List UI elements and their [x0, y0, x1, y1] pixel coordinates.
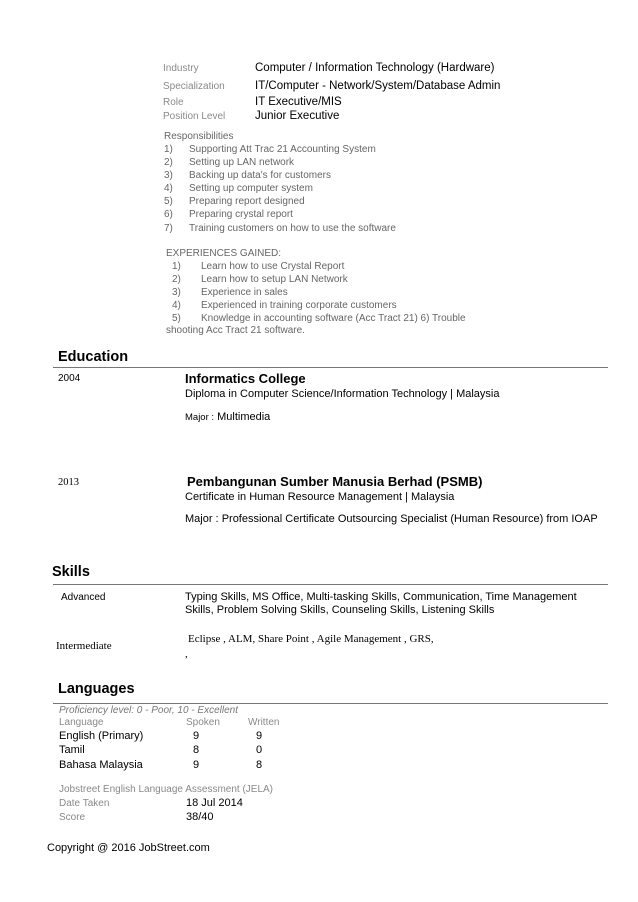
resp-num: 7): [164, 223, 173, 234]
resp-num: 2): [164, 157, 173, 168]
specialization-value: IT/Computer - Network/System/Database Admin: [255, 80, 501, 92]
school-name: Pembangunan Sumber Manusia Berhad (PSMB): [187, 474, 483, 489]
score-label: Score: [59, 812, 86, 823]
intermediate-skills: Eclipse , ALM, Share Point , Agile Management , GRS,: [188, 633, 434, 645]
resp-text: Preparing report designed: [189, 196, 305, 207]
spoken-level: 8: [193, 744, 200, 756]
language-name: Bahasa Malaysia: [59, 759, 143, 771]
exp-num: 2): [172, 274, 181, 285]
score-value: 38/40: [186, 811, 214, 823]
role-label: Role: [163, 97, 184, 108]
exp-text: Learn how to setup LAN Network: [201, 274, 348, 285]
major-label: Major :: [185, 513, 219, 525]
resp-num: 1): [164, 144, 173, 155]
exp-text: Knowledge in accounting software (Acc Tract 21) 6) Trouble: [201, 313, 466, 324]
industry-label: Industry: [163, 63, 199, 74]
copyright-footer: Copyright @ 2016 JobStreet.com: [47, 842, 210, 854]
school-name: Informatics College: [185, 371, 306, 386]
language-name: English (Primary): [59, 730, 144, 742]
language-name: Tamil: [59, 744, 85, 756]
education-divider: [53, 367, 608, 368]
major-value: Professional Certificate Outsourcing Specialist (Human Resource) from IOAP: [221, 513, 598, 525]
education-year: 2013: [58, 477, 79, 488]
education-year: 2004: [58, 373, 81, 384]
proficiency-note: Proficiency level: 0 - Poor, 10 - Excellent: [59, 705, 238, 716]
resp-text: Training customers on how to use the software: [189, 223, 396, 234]
written-level: 9: [256, 730, 263, 742]
major-value: Multimedia: [217, 411, 271, 423]
resp-text: Preparing crystal report: [189, 209, 293, 220]
position-level-value: Junior Executive: [255, 110, 340, 122]
resp-text: Supporting Att Trac 21 Accounting System: [189, 144, 376, 155]
role-value: IT Executive/MIS: [255, 96, 342, 108]
exp-num: 1): [172, 261, 181, 272]
exp-num: 4): [172, 300, 181, 311]
advanced-label: Advanced: [61, 592, 106, 603]
advanced-skills-cont: Skills, Problem Solving Skills, Counseling Skills, Listening Skills: [185, 604, 495, 616]
resp-num: 5): [164, 196, 173, 207]
jela-title: Jobstreet English Language Assessment (JELA): [59, 784, 274, 795]
major: [185, 513, 598, 525]
header-spoken: Spoken: [186, 717, 220, 728]
intermediate-label: Intermediate: [56, 640, 112, 652]
header-language: Language: [59, 717, 104, 728]
resp-num: 4): [164, 183, 173, 194]
spoken-level: 9: [193, 730, 200, 742]
exp-text: Experience in sales: [201, 287, 288, 298]
spoken-level: 9: [193, 759, 200, 771]
advanced-skills: Typing Skills, MS Office, Multi-tasking Skills, Communication, Time Management: [185, 591, 577, 603]
resp-text: Backing up data's for customers: [189, 170, 331, 181]
experiences-title: EXPERIENCES GAINED:: [166, 248, 282, 259]
skills-heading: Skills: [52, 564, 90, 580]
intermediate-skills-cont: ,: [185, 648, 188, 660]
resp-text: Setting up LAN network: [189, 157, 295, 168]
exp-num: 5): [172, 313, 181, 324]
resp-text: Setting up computer system: [189, 183, 313, 194]
major-label: Major :: [185, 412, 215, 423]
qualification: Diploma in Computer Science/Information Technology | Malaysia: [185, 388, 500, 400]
written-level: 0: [256, 744, 263, 756]
skills-divider: [53, 584, 608, 585]
date-taken-value: 18 Jul 2014: [186, 797, 243, 809]
header-written: Written: [248, 717, 280, 728]
languages-heading: Languages: [58, 681, 135, 697]
specialization-label: Specialization: [163, 81, 225, 92]
responsibilities-title: Responsibilities: [164, 131, 234, 142]
resp-num: 3): [164, 170, 173, 181]
exp-continuation: shooting Acc Tract 21 software.: [166, 325, 305, 336]
exp-num: 3): [172, 287, 181, 298]
languages-divider: [53, 703, 608, 704]
position-level-label: Position Level: [163, 111, 226, 122]
qualification: Certificate in Human Resource Management | Malaysia: [185, 491, 455, 503]
exp-text: Learn how to use Crystal Report: [201, 261, 345, 272]
major: [185, 411, 270, 423]
date-taken-label: Date Taken: [59, 798, 110, 809]
written-level: 8: [256, 759, 263, 771]
industry-value: Computer / Information Technology (Hardware): [255, 62, 495, 74]
education-heading: Education: [58, 349, 129, 365]
exp-text: Experienced in training corporate customers: [201, 300, 397, 311]
resp-num: 6): [164, 209, 173, 220]
